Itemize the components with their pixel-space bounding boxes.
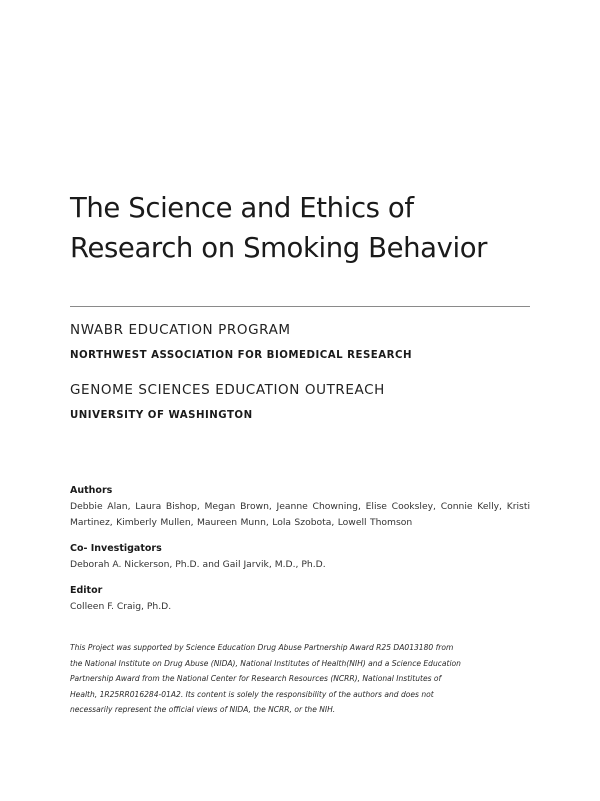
funding-note-line: necessarily represent the official views of NIDA, the NCRR, or the NIH. [70, 705, 336, 714]
program-name-nwabr: NWABR EDUCATION PROGRAM [70, 322, 291, 338]
funding-note [70, 640, 530, 718]
funding-note-line: Health, 1R25RR016284-01A2. Its content is solely the responsibility of the authors and does not [70, 689, 434, 699]
organization-nwabr: NORTHWEST ASSOCIATION FOR BIOMEDICAL RESEARCH [70, 350, 412, 361]
editor-name: Colleen F. Craig, Ph.D. [70, 601, 172, 612]
coinvestigators-heading: Co- Investigators [70, 543, 162, 554]
funding-note-line: the National Institute on Drug Abuse (NIDA), National Institutes of Health(NIH) and a Science Education [70, 658, 461, 668]
organization-university-of-washington: UNIVERSITY OF WASHINGTON [70, 410, 253, 421]
document-title-line-1: The Science and Ethics of [70, 192, 414, 224]
authors-list: Debbie Alan, Laura Bishop, Megan Brown, Jeanne Chowning, Elise Cooksley, Connie Kelly, Kristi Martinez, Kimberly Mullen, Maureen Munn, Lola Szobota, Lowell Thomson [70, 501, 530, 528]
editor-heading: Editor [70, 585, 103, 596]
coinvestigators-list: Deborah A. Nickerson, Ph.D. and Gail Jarvik, M.D., Ph.D. [70, 559, 326, 570]
program-name-genome-sciences: GENOME SCIENCES EDUCATION OUTREACH [70, 382, 385, 398]
document-title [70, 188, 487, 268]
funding-note-line: Partnership Award from the National Center for Research Resources (NCRR), National Institutes of [70, 674, 442, 683]
title-divider [70, 306, 530, 307]
authors-heading: Authors [70, 485, 113, 496]
funding-note-line: This Project was supported by Science Education Drug Abuse Partnership Award R25 DA013180 from [70, 643, 454, 652]
document-title-line-2: Research on Smoking Behavior [70, 232, 488, 264]
